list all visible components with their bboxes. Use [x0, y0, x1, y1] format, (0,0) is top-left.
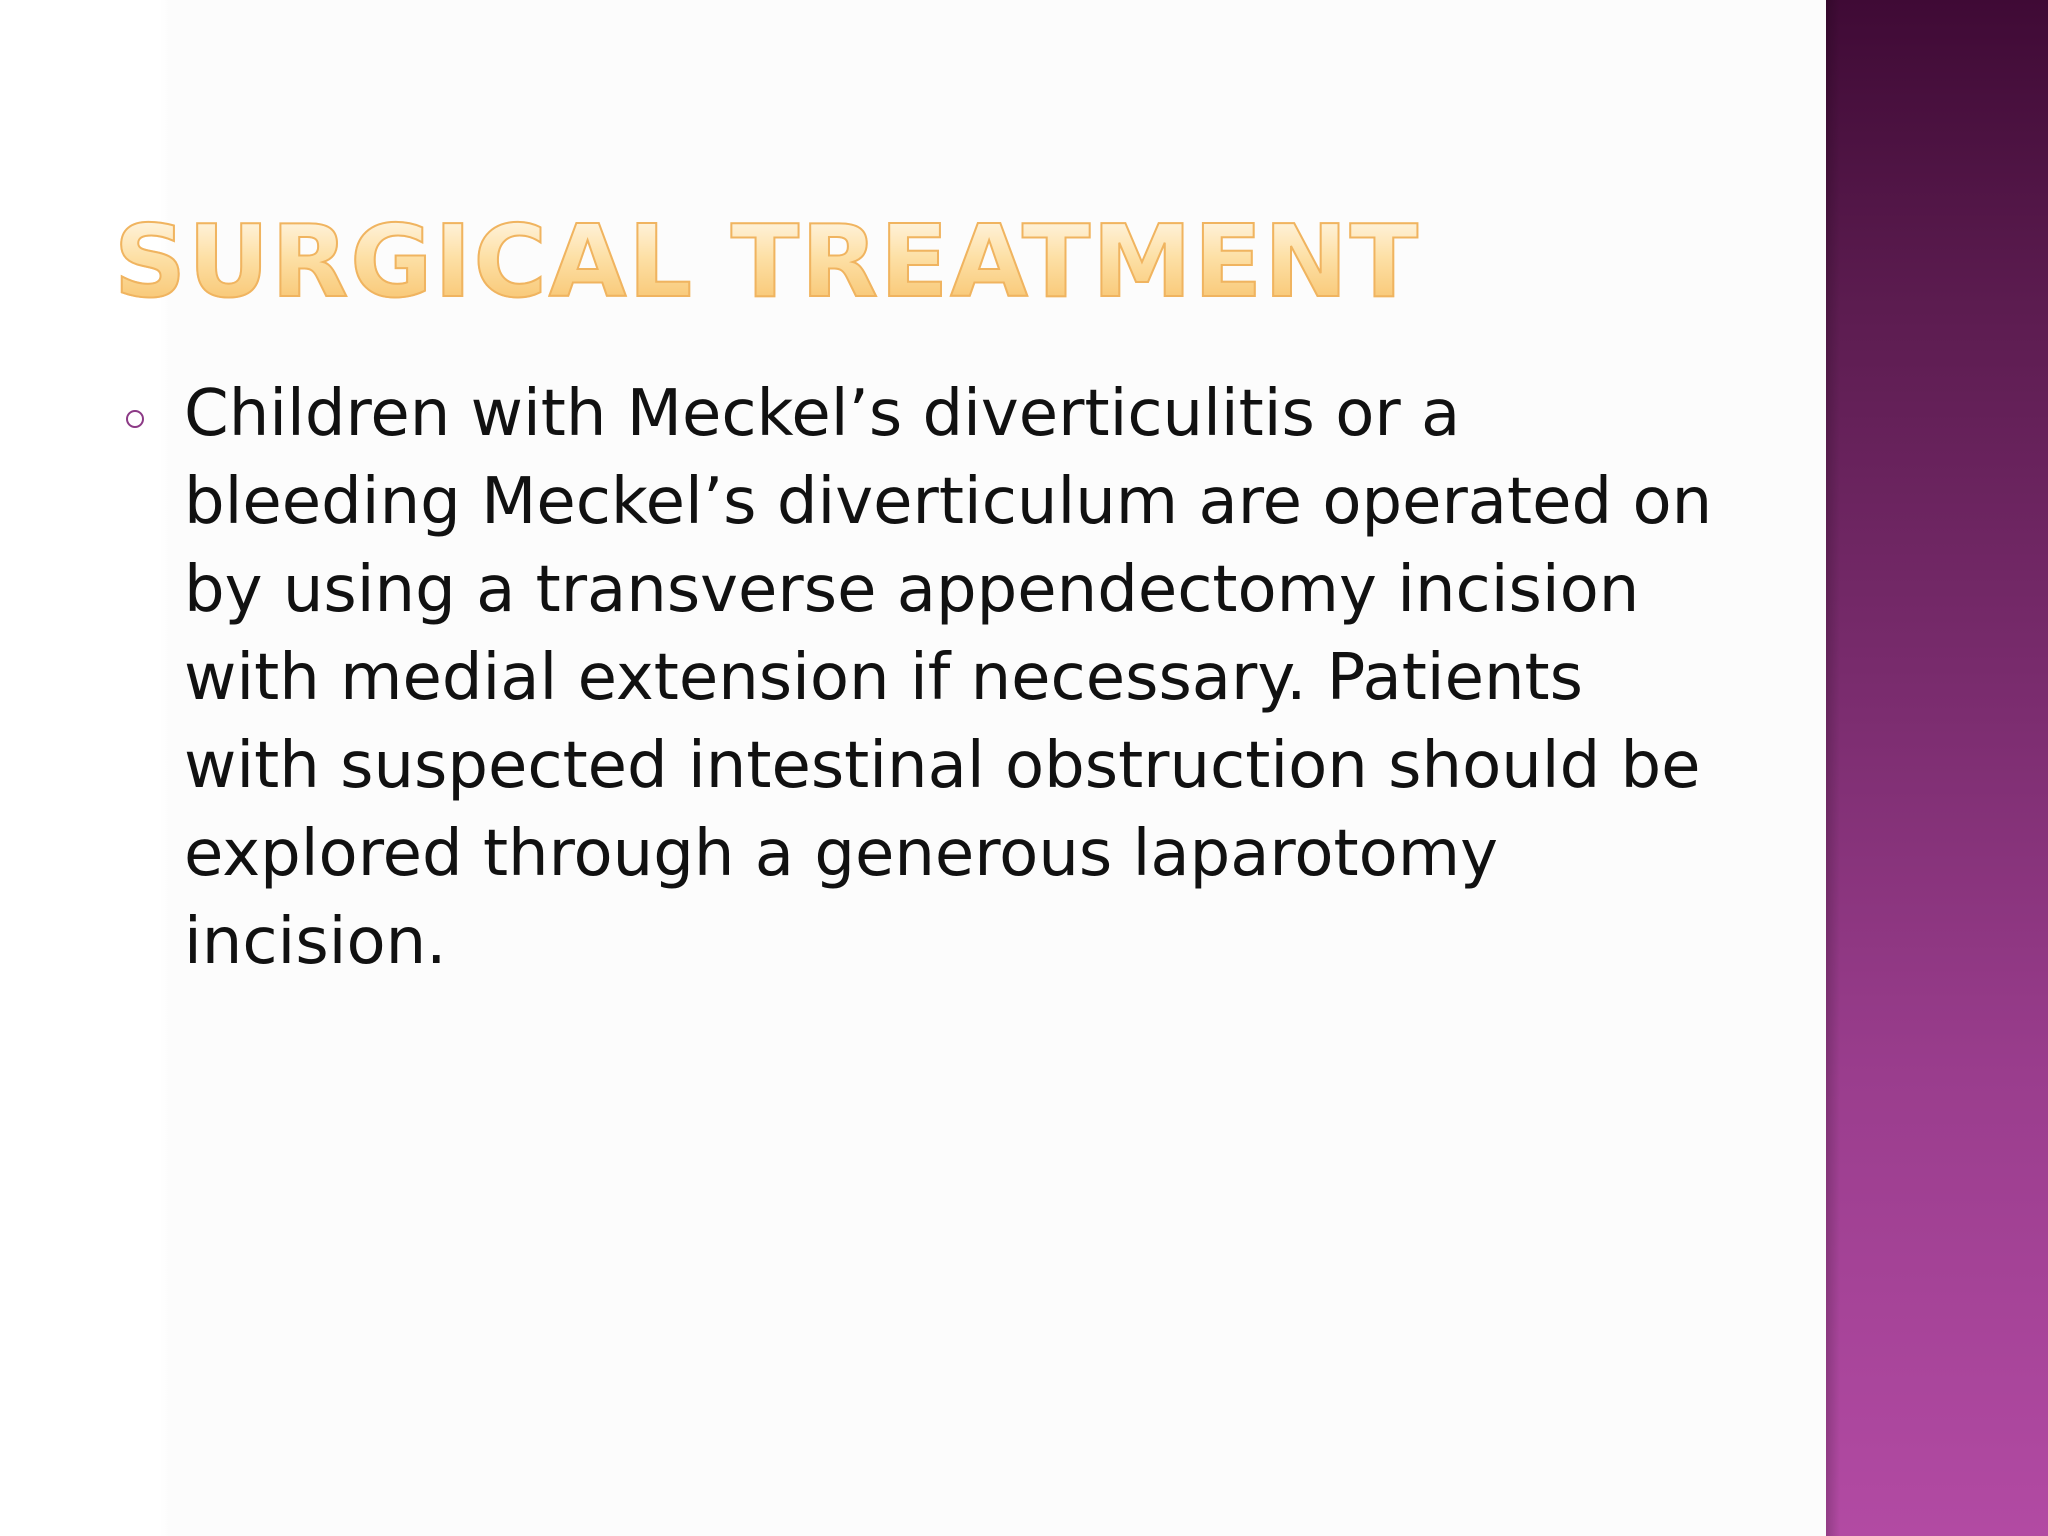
bullet-list [122, 370, 1722, 986]
bullet-text: Children with Meckel’s diverticulitis or a bleeding Meckel’s diverticulum are operated on by using a transverse appendectomy incision with medial extension if necessary. Patients with suspected intestinal obstruction should be explored through a generous laparotomy incision. [184, 377, 1713, 979]
circle-bullet-icon [126, 410, 144, 428]
bullet-item [122, 370, 1722, 986]
decorative-side-band [1826, 0, 2048, 1536]
slide-title: SURGICAL TREATMENT [114, 203, 1420, 320]
